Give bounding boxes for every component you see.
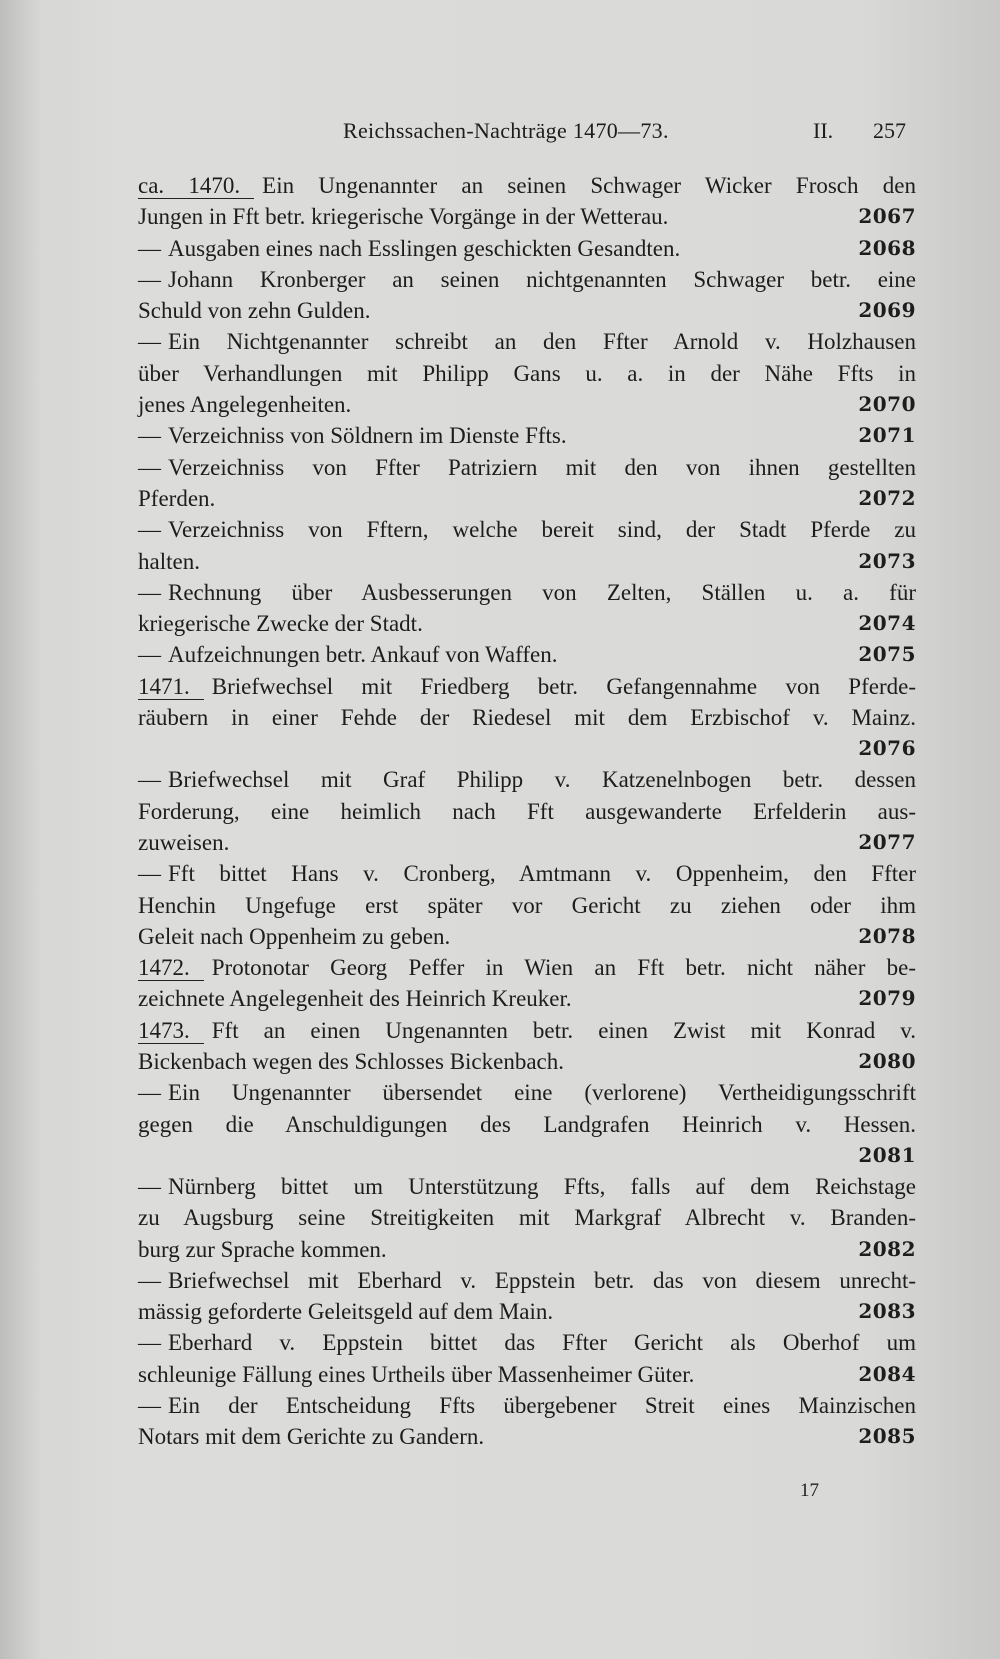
- register-entry: [138, 952, 916, 1015]
- entry-text: mässig geforderte Geleitsgeld auf dem Main.: [138, 1299, 554, 1325]
- entry-number: 2084: [858, 1361, 916, 1386]
- entry-number: 2075: [858, 642, 916, 667]
- entry-text: Aufzeichnungen betr. Ankauf von Waffen.: [168, 642, 558, 668]
- entry-line: [175, 733, 916, 764]
- entry-text: Nürnberg bittet um Unterstützung Ffts, falls auf dem Reichstage: [168, 1173, 916, 1199]
- entry-line: [138, 295, 916, 326]
- entry-line: [138, 1202, 916, 1233]
- entry-line: [138, 1046, 916, 1077]
- entry-text: Jungen in Fft betr. kriegerische Vorgänge in der Wetterau.: [138, 204, 669, 230]
- entry-number: 2071: [858, 423, 916, 448]
- entry-text: Ein Nichtgenannter schreibt an den Ffter Arnold v. Holzhausen: [168, 329, 916, 355]
- ditto-dash: —: [138, 517, 161, 543]
- entry-line: [138, 326, 916, 357]
- entry-text: halten.: [138, 548, 200, 574]
- ditto-dash: —: [138, 1392, 161, 1418]
- entry-text: Bickenbach wegen des Schlosses Bickenbach.: [138, 1049, 565, 1075]
- running-head-title: Reichssachen-Nachträge 1470—73.: [343, 118, 669, 143]
- entry-line: [138, 546, 916, 577]
- entry-line: [138, 921, 916, 952]
- entry-number: 2078: [858, 923, 916, 948]
- ditto-dash: —: [138, 235, 161, 261]
- entry-line: [138, 1327, 916, 1358]
- entry-line: [138, 827, 916, 858]
- ditto-dash: —: [138, 767, 161, 793]
- ditto-dash: —: [138, 1267, 161, 1293]
- register-entry: [138, 1171, 916, 1265]
- entry-number: 2082: [858, 1236, 916, 1261]
- entry-text: Verzeichniss von Ffter Patriziern mit den von ihnen gestellten: [168, 454, 916, 480]
- entry-number: 2068: [858, 235, 916, 260]
- page-number: 257: [873, 118, 906, 143]
- entry-text: Briefwechsel mit Friedberg betr. Gefangennahme von Pferde-: [211, 673, 916, 699]
- register-entry: [138, 1327, 916, 1390]
- entry-line: [138, 452, 916, 483]
- entry-text: Ausgaben eines nach Esslingen geschickten Gesandten.: [168, 235, 681, 261]
- entry-text: räubern in einer Fehde der Riedesel mit dem Erzbischof v. Mainz.: [138, 705, 916, 731]
- register-entry: [138, 170, 916, 233]
- entry-number: 2074: [858, 611, 916, 636]
- entry-line: [138, 1390, 916, 1421]
- entry-date: 1471.: [138, 674, 204, 700]
- register-entry: [138, 639, 916, 670]
- entry-number: 2076: [858, 736, 916, 761]
- entry-line: [175, 1140, 916, 1171]
- entry-text: Briefwechsel mit Eberhard v. Eppstein betr. das von diesem unrecht-: [168, 1267, 916, 1293]
- entry-line: [138, 858, 916, 889]
- entry-line: [138, 264, 916, 295]
- entry-line: [138, 671, 916, 702]
- entry-number: 2070: [858, 392, 916, 417]
- entry-number: 2079: [858, 986, 916, 1011]
- entry-line: [138, 608, 916, 639]
- entry-text: Fft bittet Hans v. Cronberg, Amtmann v. Oppenheim, den Ffter: [168, 861, 916, 887]
- entry-text: Geleit nach Oppenheim zu geben.: [138, 923, 451, 949]
- entry-date: 1472.: [138, 955, 204, 981]
- entry-text: Eberhard v. Eppstein bittet das Ffter Gericht als Oberhof um: [168, 1330, 916, 1356]
- register-entry: [138, 326, 916, 420]
- entry-line: [138, 389, 916, 420]
- entry-number: 2073: [858, 548, 916, 573]
- entry-text: Ein der Entscheidung Ffts übergebener Streit eines Mainzischen: [168, 1392, 916, 1418]
- entry-text: jenes Angelegenheiten.: [138, 392, 352, 418]
- register-entry: [138, 264, 916, 327]
- register-entry: [138, 577, 916, 640]
- entry-line: [138, 170, 916, 201]
- entry-line: [138, 1109, 916, 1140]
- entry-number: 2072: [858, 485, 916, 510]
- register-entry: [138, 233, 916, 264]
- ditto-dash: —: [138, 1173, 161, 1199]
- entry-text: gegen die Anschuldigungen des Landgrafen Heinrich v. Hessen.: [138, 1111, 916, 1137]
- entry-text: zu Augsburg seine Streitigkeiten mit Markgraf Albrecht v. Branden-: [138, 1205, 916, 1231]
- entry-text: über Verhandlungen mit Philipp Gans u. a. in der Nähe Ffts in: [138, 360, 916, 386]
- entry-line: [138, 890, 916, 921]
- signature-mark: 17: [800, 1480, 819, 1501]
- entry-line: [138, 514, 916, 545]
- entry-line: [138, 983, 916, 1014]
- entry-line: [138, 1359, 916, 1390]
- entry-text: Verzeichniss von Fftern, welche bereit sind, der Stadt Pferde zu: [168, 517, 916, 543]
- entry-text: Notars mit dem Gerichte zu Gandern.: [138, 1424, 485, 1450]
- entry-list: [138, 170, 916, 1453]
- entry-text: Johann Kronberger an seinen nichtgenannten Schwager betr. eine: [168, 266, 916, 292]
- entry-text: kriegerische Zwecke der Stadt.: [138, 611, 423, 637]
- register-entry: [138, 1015, 916, 1078]
- running-head: [0, 118, 1000, 148]
- ditto-dash: —: [138, 642, 161, 668]
- entry-number: 2083: [858, 1299, 916, 1324]
- ditto-dash: —: [138, 1330, 161, 1356]
- entry-number: 2069: [858, 298, 916, 323]
- register-entry: [138, 1077, 916, 1171]
- entry-number: 2077: [858, 829, 916, 854]
- entry-text: Ein Ungenannter an seinen Schwager Wicker Frosch den: [262, 173, 916, 198]
- entry-text: schleunige Fällung eines Urtheils über Massenheimer Güter.: [138, 1361, 695, 1387]
- ditto-dash: —: [138, 454, 161, 480]
- register-entry: [138, 420, 916, 451]
- entry-date: ca. 1470.: [138, 173, 254, 199]
- entry-line: [138, 1296, 916, 1327]
- ditto-dash: —: [138, 579, 161, 605]
- register-entry: [138, 514, 916, 577]
- entry-text: zuweisen.: [138, 829, 230, 855]
- ditto-dash: —: [138, 329, 161, 355]
- entry-line: [138, 764, 916, 795]
- entry-text: Verzeichniss von Söldnern im Dienste Ffts.: [168, 423, 567, 449]
- entry-number: 2080: [858, 1049, 916, 1074]
- register-entry: [138, 452, 916, 515]
- entry-text: Forderung, eine heimlich nach Fft ausgewanderte Erfelderin aus-: [138, 798, 916, 824]
- entry-text: zeichnete Angelegenheit des Heinrich Kreuker.: [138, 986, 572, 1012]
- register-entry: [138, 1265, 916, 1328]
- volume-number: II.: [813, 118, 834, 143]
- entry-line: [138, 639, 916, 670]
- entry-text: Pferden.: [138, 485, 216, 511]
- entry-line: [138, 358, 916, 389]
- entry-line: [138, 1265, 916, 1296]
- entry-text: Rechnung über Ausbesserungen von Zelten, Ställen u. a. für: [168, 579, 916, 605]
- entry-line: [138, 952, 916, 983]
- entry-line: [138, 1421, 916, 1452]
- entry-text: Briefwechsel mit Graf Philipp v. Katzenelnbogen betr. dessen: [168, 767, 916, 793]
- entry-line: [138, 796, 916, 827]
- ditto-dash: —: [138, 266, 161, 292]
- entry-line: [138, 420, 916, 451]
- register-entry: [138, 858, 916, 952]
- entry-line: [138, 1171, 916, 1202]
- entry-line: [138, 233, 916, 264]
- entry-text: Ein Ungenannter übersendet eine (verlorene) Vertheidigungsschrift: [168, 1080, 916, 1106]
- entry-number: 2085: [858, 1424, 916, 1449]
- entry-line: [138, 1015, 916, 1046]
- register-entry: [138, 764, 916, 858]
- entry-line: [138, 1234, 916, 1265]
- entry-text: burg zur Sprache kommen.: [138, 1236, 387, 1262]
- entry-number: 2067: [858, 204, 916, 229]
- entry-text: Henchin Ungefuge erst später vor Gericht zu ziehen oder ihm: [138, 892, 916, 918]
- entry-date: 1473.: [138, 1018, 204, 1044]
- ditto-dash: —: [138, 861, 161, 887]
- ditto-dash: —: [138, 423, 161, 449]
- entry-text: Protonotar Georg Peffer in Wien an Fft betr. nicht näher be-: [211, 955, 916, 981]
- ditto-dash: —: [138, 1080, 161, 1106]
- entry-line: [138, 577, 916, 608]
- entry-text: Schuld von zehn Gulden.: [138, 298, 371, 324]
- entry-text: Fft an einen Ungenannten betr. einen Zwist mit Konrad v.: [211, 1017, 916, 1043]
- entry-number: 2081: [858, 1142, 916, 1167]
- register-entry: [138, 1390, 916, 1453]
- entry-line: [138, 1077, 916, 1108]
- entry-line: [138, 702, 916, 733]
- entry-line: [138, 483, 916, 514]
- entry-line: [138, 201, 916, 232]
- register-entry: [138, 671, 916, 765]
